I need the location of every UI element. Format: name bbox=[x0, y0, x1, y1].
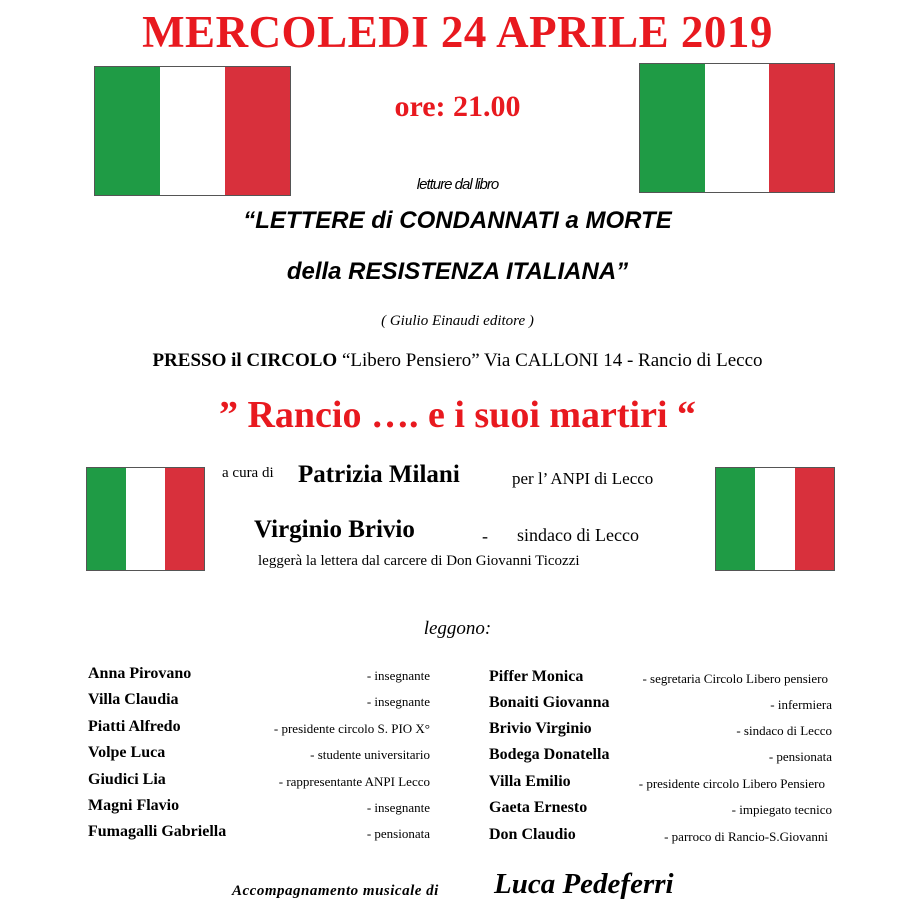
musician-name: Luca Pedeferri bbox=[494, 868, 674, 900]
featured-reader-dash: - bbox=[482, 526, 488, 546]
reader-right-role: - pensionata bbox=[768, 749, 832, 764]
curator-organization: per l’ ANPI di Lecco bbox=[512, 469, 654, 488]
reader-left-name: Volpe Luca bbox=[88, 744, 166, 761]
reader-left-name: Giudici Lia bbox=[88, 771, 166, 788]
book-title-line-2: della RESISTENZA ITALIANA” bbox=[286, 258, 629, 285]
italian-flag-top-right bbox=[639, 63, 835, 193]
readers-heading: leggono: bbox=[423, 618, 492, 639]
reader-right-role: - sindaco di Lecco bbox=[736, 723, 832, 738]
reader-right-name: Villa Emilio bbox=[489, 773, 571, 790]
reader-right-role: - presidente circolo Libero Pensiero bbox=[638, 776, 825, 791]
event-time: ore: 21.00 bbox=[394, 90, 521, 123]
venue-address: “Libero Pensiero” Via CALLONI 14 - Rancio di Lecco bbox=[337, 350, 763, 371]
reader-right-role: - segretaria Circolo Libero pensiero bbox=[642, 671, 828, 686]
music-label: Accompagnamento musicale di bbox=[232, 883, 439, 899]
reader-left-role: - rappresentante ANPI Lecco bbox=[278, 774, 430, 789]
curated-by-label: a cura di bbox=[222, 465, 274, 481]
curator-name: Patrizia Milani bbox=[298, 461, 460, 488]
reader-left-name: Fumagalli Gabriella bbox=[88, 823, 227, 840]
reader-left-role: - insegnante bbox=[366, 694, 430, 709]
featured-reader-role: sindaco di Lecco bbox=[517, 525, 639, 545]
intro-text: letture dal libro bbox=[416, 176, 499, 193]
reader-right-role: - parroco di Rancio-S.Giovanni bbox=[664, 829, 828, 844]
reader-right-name: Brivio Virginio bbox=[489, 720, 592, 737]
reader-left-role: - insegnante bbox=[366, 668, 430, 683]
reader-left-role: - pensionata bbox=[366, 826, 430, 841]
reader-left-role: - presidente circolo S. PIO X° bbox=[273, 721, 430, 736]
reader-left-name: Piatti Alfredo bbox=[88, 718, 181, 735]
letter-note: leggerà la lettera dal carcere di Don Giovanni Ticozzi bbox=[258, 553, 580, 569]
reader-right-name: Bonaiti Giovanna bbox=[489, 694, 610, 711]
reader-left-name: Magni Flavio bbox=[88, 797, 180, 814]
reader-right-name: Piffer Monica bbox=[489, 668, 584, 685]
reader-right-name: Don Claudio bbox=[489, 826, 576, 843]
reader-left-role: - studente universitario bbox=[310, 747, 430, 762]
venue bbox=[0, 350, 915, 372]
reader-right-name: Bodega Donatella bbox=[489, 746, 610, 763]
publisher: ( Giulio Einaudi editore ) bbox=[381, 313, 534, 329]
italian-flag-middle-right bbox=[715, 467, 835, 571]
reader-right-name: Gaeta Ernesto bbox=[489, 799, 588, 816]
italian-flag-middle-left bbox=[86, 467, 205, 571]
reader-left-name: Villa Claudia bbox=[88, 691, 179, 708]
venue-prefix: PRESSO il CIRCOLO bbox=[152, 350, 338, 371]
reader-right-role: - impiegato tecnico bbox=[731, 802, 832, 817]
event-subtitle: ” Rancio …. e i suoi martiri “ bbox=[218, 394, 697, 436]
reader-left-role: - insegnante bbox=[366, 800, 430, 815]
book-title-line-1: “LETTERE di CONDANNATI a MORTE bbox=[243, 207, 672, 234]
event-date: MERCOLEDI 24 APRILE 2019 bbox=[142, 7, 773, 57]
featured-reader-name: Virginio Brivio bbox=[254, 516, 415, 543]
reader-right-role: - infermiera bbox=[770, 697, 832, 712]
reader-left-name: Anna Pirovano bbox=[88, 665, 192, 682]
